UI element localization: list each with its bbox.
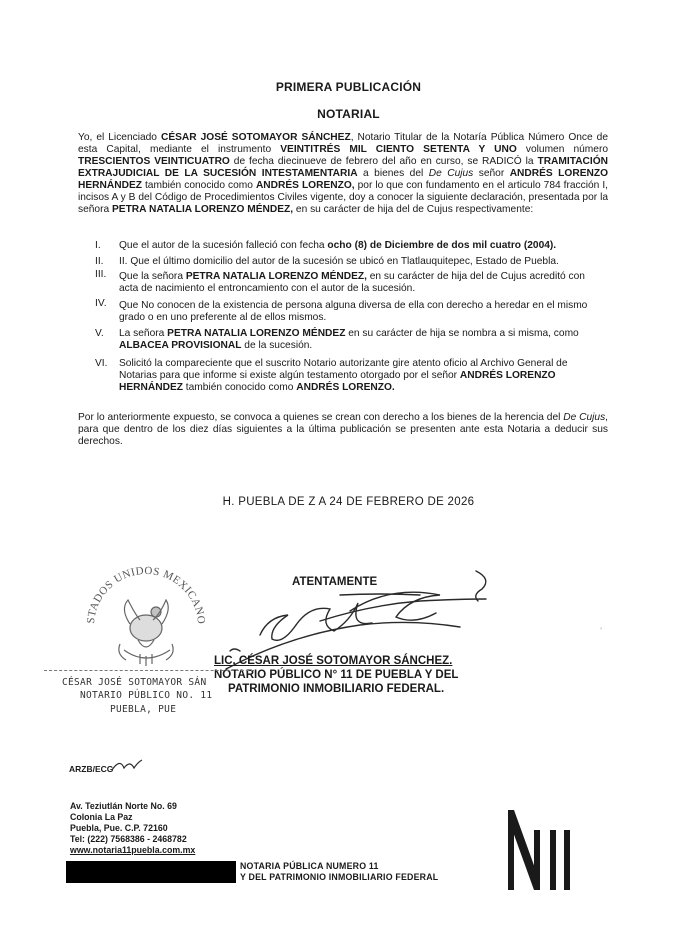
national-seal <box>80 554 212 686</box>
list-numeral: IV. <box>95 298 107 309</box>
footer-address <box>70 801 195 856</box>
stamp-line2: NOTARIO PÚBLICO NO. 11 <box>80 690 213 701</box>
footer-website[interactable]: www.notaria11puebla.com.mx <box>70 845 196 855</box>
signature-salutation: ATENTAMENTE <box>292 576 378 588</box>
margin-mark: ’ <box>600 626 602 636</box>
footer-name-line1: NOTARIA PÚBLICA NUMERO 11 <box>240 861 379 871</box>
svg-text:ESTADOS UNIDOS MEXICANOS: STADOS UNIDOS MEXICANO <box>84 564 208 625</box>
footer-colony: Colonia La Paz <box>70 812 133 822</box>
list-numeral: VI. <box>95 358 108 369</box>
redaction-bar <box>66 861 236 883</box>
intro-paragraph: Yo, el Licenciado CÉSAR JOSÉ SOTOMAYOR SÁNCHEZ, Notario Titular de la Notaría Pública Número Once de esta Capital, mediante el instrumento VEINTITRÉS MIL CIENTO SETENTA Y UNO volumen número TRESCIENTOS VEINTICUATRO de fecha diecinueve de febrero del año en curso, se RADICÓ la TRAMITACIÓN EXTRAJUDICIAL DE LA SUCESIÓN INTESTAMENTARIA a bienes del De Cujus señor ANDRÉS LORENZO HERNÁNDEZ también conocido como ANDRÉS LORENZO, por lo que con fundamento en el articulo 784 fracción I, incisos A y B del Código de Procedimientos Civiles vigente, doy a conocer la siguiente declaración, presentada por la señora PETRA NATALIA LORENZO MÉNDEZ, en su carácter de hija del de Cujus respectivamente: <box>78 132 609 215</box>
initials-scribble <box>110 756 144 776</box>
document-subtitle: NOTARIAL <box>317 107 380 121</box>
notary-logo <box>502 800 582 892</box>
footer-city: Puebla, Pue. C.P. 72160 <box>70 823 168 833</box>
list-item: Que No conocen de la existencia de persona alguna diversa de ella con derecho a heredar en el mismo grado o en uno preferente al de ellos mismos. <box>119 300 588 323</box>
list-item: La señora PETRA NATALIA LORENZO MÉNDEZ en su carácter de hija se nombra a si misma, como ALBACEA PROVISIONAL de la sucesión. <box>119 328 579 351</box>
list-item: Que la señora PETRA NATALIA LORENZO MÉNDEZ, en su carácter de hija del de Cujus acreditó con acta de nacimiento el entroncamiento con el autor de la sucesión. <box>119 271 585 294</box>
stamp-line3: PUEBLA, PUE <box>110 704 177 715</box>
list-numeral: III. <box>95 269 107 280</box>
reference-initials: ARZB/ECG <box>69 764 114 774</box>
footer-notary-name <box>240 861 438 883</box>
date-line: H. PUEBLA DE Z A 24 DE FEBRERO DE 2026 <box>222 496 475 508</box>
list-numeral: II. <box>95 256 104 267</box>
footer-street: Av. Teziutlán Norte No. 69 <box>70 801 177 811</box>
notary-name: LIC. CÉSAR JOSÉ SOTOMAYOR SÁNCHEZ. <box>214 655 453 667</box>
closing-paragraph: Por lo anteriormente expuesto, se convoca a quienes se crean con derecho a los bienes de la herencia del De Cujus, para que dentro de los diez días siguientes a la última publicación se presenten ante esta Notaria a deducir sus derechos. <box>78 412 609 447</box>
stamp-line1: CÉSAR JOSÉ SOTOMAYOR SÁN <box>62 677 207 688</box>
list-numeral: V. <box>95 328 104 339</box>
notary-title-line2: PATRIMONIO INMOBILIARIO FEDERAL. <box>228 683 445 695</box>
document-title: PRIMERA PUBLICACIÓN <box>275 80 422 94</box>
stamp-divider <box>44 670 254 671</box>
declarations-list <box>95 240 615 410</box>
list-numeral: I. <box>95 240 101 251</box>
list-item: Solicitó la compareciente que el suscrito Notario autorizante gire atento oficio al Archivo General de Notarias para que informe si existe algún testamento otorgado por el señor ANDRÉS LORENZO HERNÁNDEZ también conocido como ANDRÉS LORENZO. <box>119 358 568 393</box>
signature-block <box>214 654 514 696</box>
list-item: Que el autor de la sucesión falleció con fecha ocho (8) de Diciembre de dos mil cuatro (2004). <box>119 240 557 251</box>
list-item: II. Que el último domicilio del autor de la sucesión se ubicó en Tlatlauquitepec, Estado de Puebla. <box>119 256 559 267</box>
footer-name-line2: Y DEL PATRIMONIO INMOBILIARIO FEDERAL <box>240 872 439 882</box>
footer-phone: Tel: (222) 7568386 - 2468782 <box>70 834 187 844</box>
notary-title-line1: NOTARIO PÚBLICO N° 11 DE PUEBLA Y DEL <box>214 669 459 681</box>
